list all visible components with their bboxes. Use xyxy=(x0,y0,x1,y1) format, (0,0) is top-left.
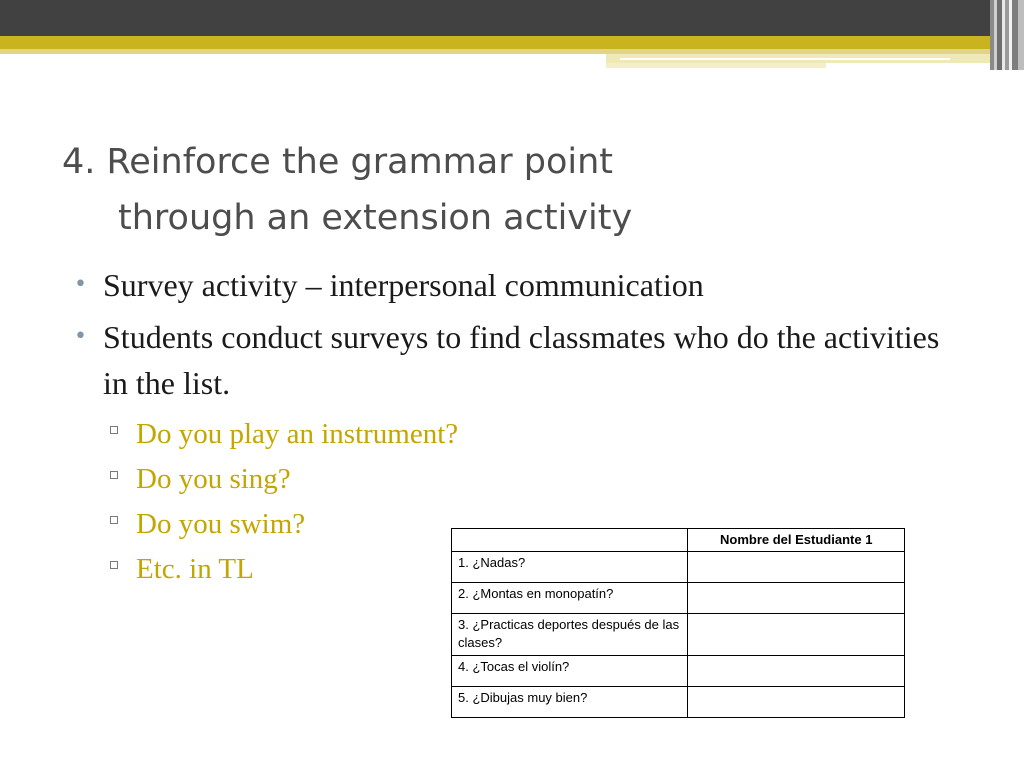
bullet-text: Students conduct surveys to find classmates who do the activities in the list. xyxy=(103,319,940,401)
sub-bullet-text: Do you swim? xyxy=(136,508,306,540)
corner-stripes xyxy=(990,0,1024,70)
answer-cell xyxy=(688,614,905,656)
sub-bullet-text: Do you play an instrument? xyxy=(136,418,459,450)
table-header-cell xyxy=(452,529,688,552)
title-line-1: 4. Reinforce the grammar point xyxy=(62,142,613,182)
sub-bullet-item xyxy=(72,412,952,457)
table-row xyxy=(452,552,905,583)
square-bullet-icon xyxy=(110,426,118,434)
bullet-text: Survey activity – interpersonal communication xyxy=(103,267,704,303)
accent-white-line xyxy=(620,58,950,60)
top-dark-bar xyxy=(0,0,1024,36)
sub-bullet-item xyxy=(72,457,952,502)
title-line-2: through an extension activity xyxy=(118,198,633,238)
table-row xyxy=(452,687,905,718)
pale-accent-bar-small xyxy=(606,63,826,68)
sub-bullet-text: Do you sing? xyxy=(136,463,291,495)
square-bullet-icon xyxy=(110,471,118,479)
question-cell: 4. ¿Tocas el violín? xyxy=(452,656,688,687)
top-gold-bar xyxy=(0,36,1024,49)
table-row xyxy=(452,656,905,687)
bullet-dot-icon: • xyxy=(74,272,87,297)
bullet-item xyxy=(72,262,952,308)
slide-title xyxy=(62,134,962,246)
answer-cell xyxy=(688,687,905,718)
square-bullet-icon xyxy=(110,561,118,569)
question-cell: 2. ¿Montas en monopatín? xyxy=(452,583,688,614)
table-header-cell: Nombre del Estudiante 1 xyxy=(688,529,905,552)
question-cell: 3. ¿Practicas deportes después de las clases? xyxy=(452,614,688,656)
table-row xyxy=(452,614,905,656)
answer-cell xyxy=(688,656,905,687)
survey-table xyxy=(451,528,905,718)
table-row xyxy=(452,583,905,614)
square-bullet-icon xyxy=(110,516,118,524)
table-header-row xyxy=(452,529,905,552)
sub-bullet-text: Etc. in TL xyxy=(136,553,254,585)
bullet-dot-icon: • xyxy=(74,324,87,349)
answer-cell xyxy=(688,552,905,583)
bullet-item xyxy=(72,314,952,406)
answer-cell xyxy=(688,583,905,614)
question-cell: 5. ¿Dibujas muy bien? xyxy=(452,687,688,718)
question-cell: 1. ¿Nadas? xyxy=(452,552,688,583)
